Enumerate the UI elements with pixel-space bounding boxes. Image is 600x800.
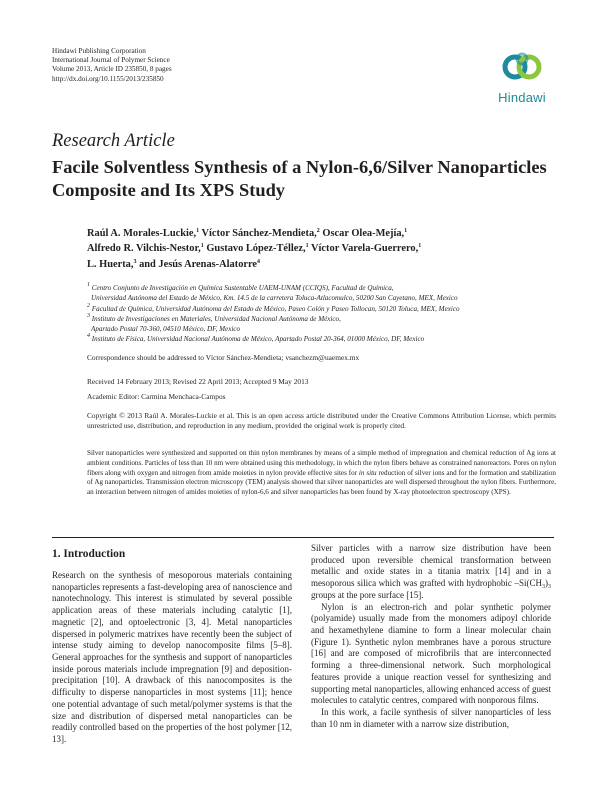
author-line-1 — [87, 226, 557, 241]
author-affil-mark: 1 — [404, 228, 408, 234]
author-name: Víctor Sánchez-Mendieta, — [201, 228, 317, 239]
academic-editor: Academic Editor: Carmina Menchaca-Campos — [87, 392, 226, 401]
author-affil-mark: 3 — [133, 258, 137, 265]
affiliation: $^3$ Instituto de Investigaciones en Materiales, Universidad Nacional Autónoma de México, — [87, 312, 341, 323]
author-affil-mark: 1 — [200, 243, 204, 250]
author-name: Raúl A. Morales-Luckie, — [87, 228, 197, 239]
affiliation-cont: Universidad Autónoma del Estado de México, Km. 14.5 de la carretera Toluca-Atlacomulco, 50200 San Cayetano, MEX, Mexico — [91, 294, 458, 303]
author-affil-mark: 2 — [316, 228, 320, 234]
paragraph: Research on the synthesis of mesoporous materials containing nanoparticles represents a fast-developing area of nanoscience and nanotechnology. This interest is stimulated by several possible application areas of these materials including catalytic [1], magnetic [2], and optoelectronic [3, 4]. Metal nanoparticles dispersed in polymeric matrixes have recently been the subject of intense study aiming to develop nanocomposite films [5–8]. General approaches for the synthesis and support of nanoparticles inside porous materials include impregnation [9] and deposition-precipitation [10]. A drawback of this nanocomposites is the difficulty to disperse nanoparticles in most systems [11]; hence one potential advantage of such metal/polymer systems is that the size and distribution of dispersed metal nanoparticles can be readily controlled based on the properties of the host polymer [12, 13]. — [52, 570, 292, 745]
title-line-1: Facile Solventless Synthesis of a Nylon-6,6/Silver Nanoparticles — [52, 157, 547, 177]
author-name: Víctor Varela-Guerrero, — [311, 243, 419, 255]
author-name: Alfredo R. Vilchis-Nestor, — [87, 243, 201, 255]
paragraph: In this work, a facile synthesis of silver nanoparticles of less than 10 nm in diameter with a narrow size distribution, — [311, 707, 551, 729]
author-name: and Jesús Arenas-Alatorre — [139, 258, 258, 270]
author-line-3 — [87, 257, 557, 272]
author-name: L. Huerta, — [87, 258, 134, 270]
hindawi-logo-text: Hindawi — [498, 90, 546, 105]
journal-name: International Journal of Polymer Science — [52, 56, 170, 65]
publisher: Hindawi Publishing Corporation — [52, 47, 146, 55]
affiliation: $^1$ Centro Conjunto de Investigación en Química Sustentable UAEM-UNAM (CCIQS), Facultad de Química, — [87, 282, 394, 292]
section-heading: 1. Introduction — [52, 548, 126, 560]
affiliation: $^4$ Instituto de Física, Universidad Nacional Autónoma de México, Apartado Postal 20-364, 01000 México, DF, Mexico — [87, 333, 425, 344]
hindawi-logo-icon — [494, 48, 550, 90]
copyright-notice: Copyright © 2013 Raúl A. Morales-Luckie et al. This is an open access article distributed under the Creative Commons Attribution License, which permits unrestricted use, distribution, and reproduction in any medium, provided the original work is properly cited. — [87, 411, 556, 431]
author-affil-mark: 4 — [257, 258, 261, 265]
journal-info — [52, 47, 172, 84]
abstract: Silver nanoparticles were synthesized and supported on thin nylon membranes by means of a simple method of impregnation and chemical reduction of Ag ions at ambient conditions. Particles of less than 10 nm were obtained using this methodology, in which the nylon fibers behave as constrained nanoreactors. Pores on nylon fibers along with oxygen and nitrogen from amide moieties in nylon provide effective sites for in situ reduction of silver ions and for the formation and stabilization of Ag nanoparticles. Transmission electron microscopy (TEM) analysis showed that silver nanoparticles are well dispersed throughout the nylon fibers. Furthermore, an interaction between nitrogen of amides moieties of nylon-6,6 and silver nanoparticles has been found by X-ray photoelectron spectroscopy (XPS). — [87, 449, 556, 497]
affiliation: $^2$ Facultad de Química, Universidad Autónoma del Estado de México, Paseo Colón y Paseo Tollocan, 50120 Toluca, MEX, Mexico — [87, 302, 460, 313]
author-affil-mark: 1 — [418, 243, 422, 250]
received-dates: Received 14 February 2013; Revised 22 April 2013; Accepted 9 May 2013 — [87, 377, 309, 386]
correspondence: Correspondence should be addressed to Víctor Sánchez-Mendieta; vsanchezm@uaemex.mx — [87, 353, 360, 362]
affiliations — [87, 283, 557, 345]
article-type: Research Article — [52, 131, 175, 151]
author-list — [87, 226, 557, 272]
paragraph: Nylon is an electron-rich and polar synthetic polymer (polyamide) usually made from the monomers adipoyl chloride and hexamethylene diamine to form a linear molecular chain (Figure 1). Synthetic nylon membranes have a porous structure [16] and are composed of microfibrils that are interconnected forming a three-dimensional network. Such morphological features provide a unique reaction vessel for synthesizing and supporting metal nanoparticles, allowing enhanced access of guest molecules to catalytic centres, compared with nonporous films. — [311, 601, 551, 706]
paragraph: Silver particles with a narrow size distribution have been produced upon reversible chemical transformation between metallic and oxide states in a titania matrix [14] and in a mesoporous silica which was grafted with hydrophobic $-Si(CH_3)_3$ groups at the pore surface [15]. — [311, 543, 551, 600]
left-column — [52, 570, 292, 746]
doi-link[interactable]: http://dx.doi.org/10.1155/2013/235850 — [52, 74, 164, 83]
author-affil-mark: 1 — [305, 243, 309, 250]
article-title — [52, 156, 552, 202]
author-affil-mark: 1 — [196, 228, 200, 234]
author-line-2 — [87, 241, 557, 256]
right-column — [311, 543, 551, 731]
affiliation-cont: Apartado Postal 70-360, 04510 México, DF, Mexico — [91, 325, 241, 334]
section-divider — [52, 537, 554, 538]
volume-info: Volume 2013, Article ID 235850, 8 pages — [52, 65, 172, 74]
title-line-2: Composite and Its XPS Study — [52, 180, 285, 200]
author-name: Gustavo López-Téllez, — [206, 243, 306, 255]
hindawi-logo — [494, 48, 550, 106]
author-name: Oscar Olea-Mejía, — [322, 228, 405, 239]
